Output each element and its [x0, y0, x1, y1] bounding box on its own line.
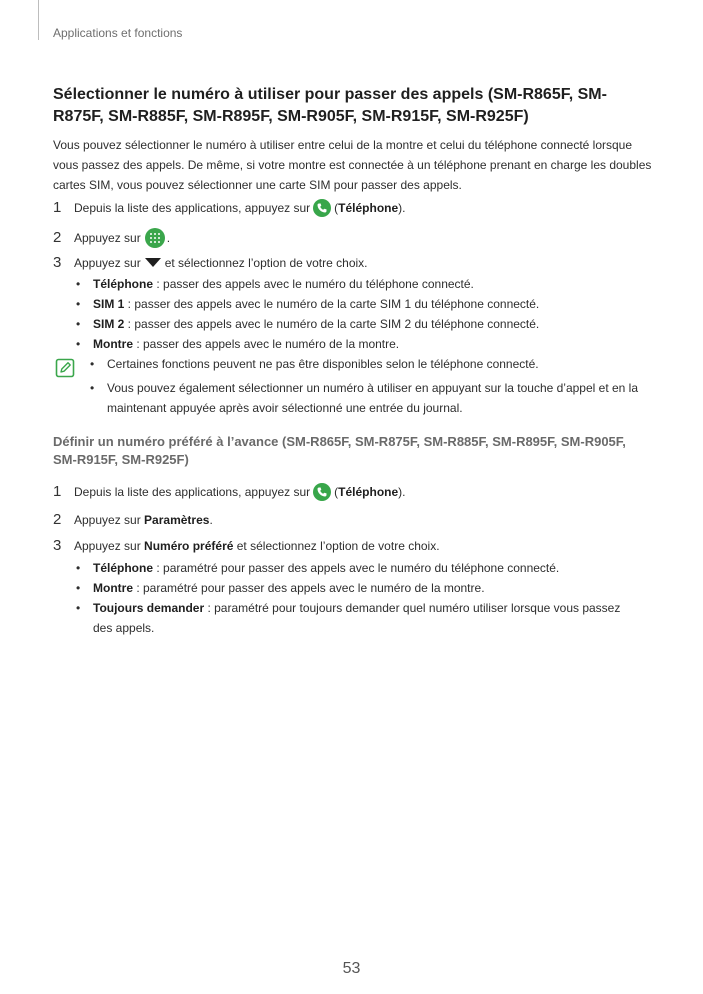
- step-number: 2: [53, 511, 62, 528]
- page-number: 53: [342, 960, 361, 977]
- step-text-after: .: [209, 513, 213, 527]
- step-text: Appuyez sur: [74, 513, 145, 527]
- step-text-after: et sélectionnez l’option de votre choix.: [164, 256, 368, 270]
- list-item: • Montre : paramétré pour passer des appels avec le numéro de la montre.: [76, 581, 485, 595]
- step-number: 1: [53, 483, 62, 500]
- list-item: • Toujours demander : paramétré pour toujours demander quel numéro utiliser lorsque vous passez des appels.: [76, 598, 636, 638]
- option-desc: : passer des appels avec le numéro de la montre.: [133, 337, 400, 351]
- option-line: [93, 598, 636, 638]
- step-text: Depuis la liste des applications, appuyez sur: [74, 485, 311, 499]
- page-title: Sélectionner le numéro à utiliser pour passer des appels (SM-R865F, SM-R875F, SM-R885F, SM-R895F, SM-R905F, SM-R915F, SM-R925F): [53, 86, 607, 125]
- option-name: Montre: [93, 337, 133, 351]
- step-number: 3: [53, 537, 62, 554]
- note-text: Certaines fonctions peuvent ne pas être disponibles selon le téléphone connecté.: [107, 357, 539, 371]
- step-2: [53, 511, 213, 529]
- step-text-close: ).: [398, 485, 406, 499]
- setting-name: Numéro préféré: [144, 539, 234, 553]
- step-text-after: et sélectionnez l’option de votre choix.: [233, 539, 440, 553]
- step-3: [53, 254, 368, 272]
- app-name: Téléphone: [338, 201, 399, 215]
- option-desc: : paramétré pour passer des appels avec le numéro de la montre.: [133, 581, 485, 595]
- note-text: Vous pouvez également sélectionner un numéro à utiliser en appuyant sur la touche d’appel et en la maintenant appuyée après avoir sélectionné une entrée du journal.: [107, 381, 639, 415]
- option-desc: : paramétré pour toujours demander quel numéro utiliser lorsque vous passez des appels.: [93, 601, 621, 635]
- option-desc: : paramétré pour passer des appels avec le numéro du téléphone connecté.: [153, 561, 560, 575]
- option-desc: : passer des appels avec le numéro du téléphone connecté.: [153, 277, 474, 291]
- step-3: [53, 537, 440, 555]
- section-subtitle: Définir un numéro préféré à l’avance (SM-R865F, SM-R875F, SM-R885F, SM-R895F, SM-R905F, SM-R915F, SM-R925F): [53, 434, 626, 467]
- setting-name: Paramètres: [144, 513, 210, 527]
- section-header: Applications et fonctions: [53, 26, 183, 40]
- list-item: • Montre : passer des appels avec le numéro de la montre.: [76, 337, 400, 351]
- step-1: [53, 483, 406, 501]
- step-number: 1: [53, 199, 62, 216]
- dropdown-triangle-icon: [145, 258, 161, 268]
- phone-app-icon: [313, 483, 331, 501]
- step-number: 3: [53, 254, 62, 271]
- step-text-open: (: [334, 485, 339, 499]
- note-item: • Certaines fonctions peuvent ne pas être disponibles selon le téléphone connecté.: [90, 357, 539, 371]
- app-name: Téléphone: [338, 485, 399, 499]
- option-name: Montre: [93, 581, 133, 595]
- phone-app-icon: [313, 199, 331, 217]
- step-text: Depuis la liste des applications, appuyez sur: [74, 201, 311, 215]
- option-name: SIM 2: [93, 317, 125, 331]
- step-text-open: (: [334, 201, 339, 215]
- apps-grid-icon: [145, 228, 165, 248]
- step-1: [53, 199, 406, 217]
- list-item: • Téléphone : paramétré pour passer des appels avec le numéro du téléphone connecté.: [76, 561, 560, 575]
- option-desc: : passer des appels avec le numéro de la carte SIM 2 du téléphone connecté.: [124, 317, 540, 331]
- option-desc: : passer des appels avec le numéro de la carte SIM 1 du téléphone connecté.: [124, 297, 540, 311]
- option-name: Toujours demander: [93, 601, 205, 615]
- step-text: Appuyez sur: [74, 539, 145, 553]
- step-text: Appuyez sur: [74, 256, 141, 270]
- step-text-after: .: [166, 231, 171, 245]
- step-number: 2: [53, 229, 62, 246]
- intro-paragraph: Vous pouvez sélectionner le numéro à utiliser entre celui de la montre et celui du téléphone connecté lorsque vous passez des appels. De même, si votre montre est connectée à un téléphone prenant en charge les doubles cartes SIM, vous pouvez sélectionner une carte SIM pour passer des appels.: [53, 138, 652, 192]
- note-item: • Vous pouvez également sélectionner un numéro à utiliser en appuyant sur la touche d’appel et en la maintenant appuyée après avoir sélectionné une entrée du journal.: [90, 378, 650, 418]
- step-text: Appuyez sur: [74, 231, 141, 245]
- option-name: SIM 1: [93, 297, 125, 311]
- step-2: [53, 228, 170, 248]
- list-item: • SIM 2 : passer des appels avec le numéro de la carte SIM 2 du téléphone connecté.: [76, 317, 540, 331]
- header-divider: [38, 0, 39, 40]
- note-icon: [55, 358, 75, 378]
- list-item: • Téléphone : passer des appels avec le numéro du téléphone connecté.: [76, 277, 474, 291]
- option-name: Téléphone: [93, 561, 154, 575]
- step-text-close: ).: [398, 201, 406, 215]
- list-item: • SIM 1 : passer des appels avec le numéro de la carte SIM 1 du téléphone connecté.: [76, 297, 540, 311]
- option-name: Téléphone: [93, 277, 154, 291]
